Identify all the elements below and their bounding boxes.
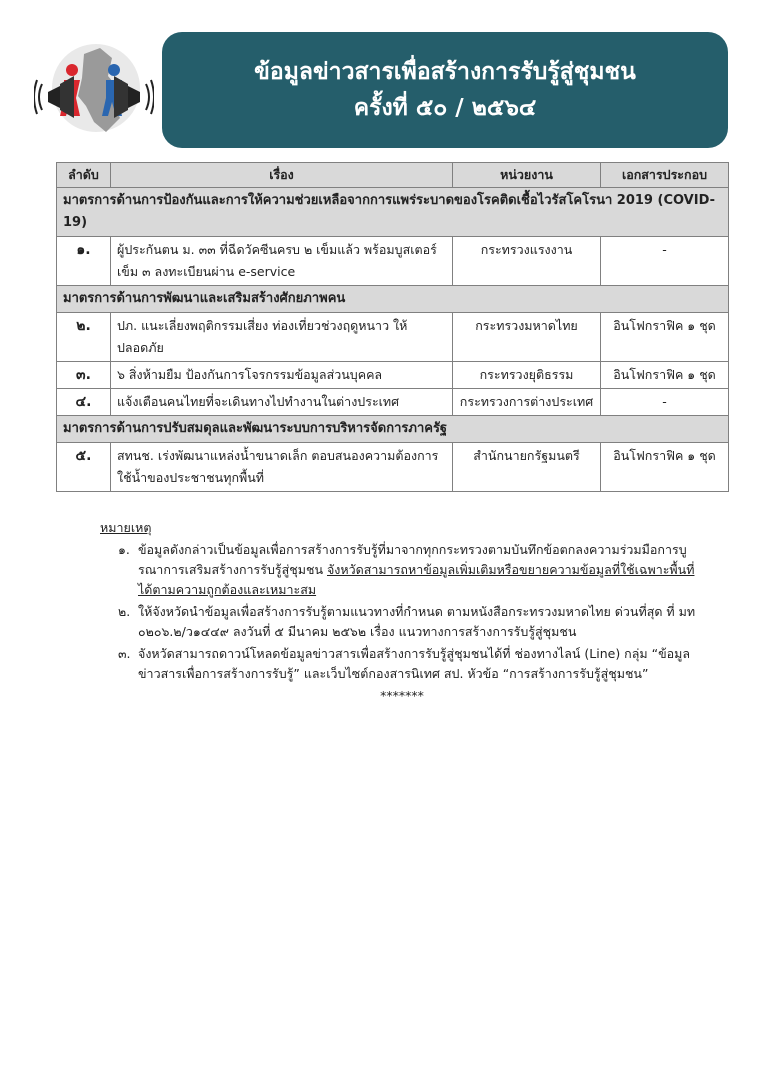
row-number: ๒. (57, 313, 111, 362)
table-header-row (57, 163, 729, 188)
row-topic: สทนช. เร่งพัฒนาแหล่งน้ำขนาดเล็ก ตอบสนองความต้องการ ใช้น้ำของประชาชนทุกพื้นที่ (111, 443, 453, 492)
table-row (57, 313, 729, 362)
row-number: ๓. (57, 362, 111, 389)
table-row (57, 237, 729, 286)
row-number: ๕. (57, 443, 111, 492)
notes-list (100, 540, 704, 684)
note-text: ข้อมูลดังกล่าวเป็นข้อมูลเพื่อการสร้างการรับรู้ที่มาจากทุกกระทรวงตามบันทึกข้อตกลงความร่วมมือการบูรณาการเสริมสร้างการรับรู้สู่ชุมชน (138, 542, 687, 577)
row-agency: กระทรวงยุติธรรม (453, 362, 601, 389)
row-topic: ผู้ประกันตน ม. ๓๓ ที่ฉีดวัคซีนครบ ๒ เข็มแล้ว พร้อมบูสเตอร์ เข็ม ๓ ลงทะเบียนผ่าน e-service (111, 237, 453, 286)
news-table (56, 162, 729, 492)
note-text: ให้จังหวัดนำข้อมูลเพื่อสร้างการรับรู้ตามแนวทางที่กำหนด ตามหนังสือกระทรวงมหาดไทย ด่วนที่สุด ที่ มท ๐๒๐๖.๒/ว๑๔๔๙ ลงวันที่ ๕ มีนาคม ๒๕๖๒ เรื่อง แนวทางการสร้างการรับรู้สู่ชุมชน (138, 604, 696, 639)
col-header-agency: หน่วยงาน (453, 163, 601, 188)
row-attachment: อินโฟกราฟิค ๑ ชุด (601, 313, 729, 362)
row-number: ๔. (57, 389, 111, 416)
note-number: ๒. (118, 604, 131, 619)
section-row (57, 416, 729, 443)
document-title: ข้อมูลข่าวสารเพื่อสร้างการรับรู้สู่ชุมชน (254, 59, 636, 85)
row-agency: สำนักนายกรัฐมนตรี (453, 443, 601, 492)
notes-header: หมายเหตุ (100, 520, 152, 535)
note-number: ๑. (118, 542, 130, 557)
row-number: ๑. (57, 237, 111, 286)
col-header-no: ลำดับ (57, 163, 111, 188)
table-row (57, 362, 729, 389)
row-topic: ปภ. แนะเลี่ยงพฤติกรรมเสี่ยง ท่องเที่ยวช่วงฤดูหนาว ให้ปลอดภัย (111, 313, 453, 362)
end-mark: ******* (380, 688, 424, 703)
note-item (100, 540, 704, 600)
row-agency: กระทรวงมหาดไทย (453, 313, 601, 362)
table-row (57, 389, 729, 416)
note-text: จังหวัดสามารถดาวน์โหลดข้อมูลข่าวสารเพื่อสร้างการรับรู้สู่ชุมชนได้ที่ ช่องทางไลน์ (Line) กลุ่ม “ข้อมูลข่าวสารเพื่อการสร้างการรับรู้” และเว็บไซต์กองสารนิเทศ สป. หัวข้อ “การสร้างการรับรู้สู่ชุมชน” (138, 646, 691, 681)
col-header-attachment: เอกสารประกอบ (601, 163, 729, 188)
title-banner (162, 32, 728, 148)
section-title: มาตรการด้านการพัฒนาและเสริมสร้างศักยภาพคน (57, 286, 729, 313)
notes-section (100, 518, 704, 706)
row-agency: กระทรวงการต่างประเทศ (453, 389, 601, 416)
section-row (57, 286, 729, 313)
note-item (100, 602, 704, 642)
section-row (57, 188, 729, 237)
row-topic: ๖ สิ่งห้ามยืม ป้องกันการโจรกรรมข้อมูลส่วนบุคคล (111, 362, 453, 389)
issue-number: ครั้งที่ ๕๐ / ๒๕๖๔ (353, 95, 537, 121)
table-row (57, 443, 729, 492)
note-number: ๓. (118, 646, 131, 661)
col-header-topic: เรื่อง (111, 163, 453, 188)
row-attachment: อินโฟกราฟิค ๑ ชุด (601, 362, 729, 389)
row-attachment: - (601, 237, 729, 286)
row-attachment: อินโฟกราฟิค ๑ ชุด (601, 443, 729, 492)
note-underlined-text: จังหวัดสามารถหาข้อมูลเพิ่มเติมหรือขยายความข้อมูลที่ใช้เฉพาะพื้นที่ได้ตามความถูกต้องและเหมาะสม (138, 562, 695, 597)
row-agency: กระทรวงแรงงาน (453, 237, 601, 286)
organization-logo (34, 36, 154, 146)
section-title: มาตรการด้านการปรับสมดุลและพัฒนาระบบการบริหารจัดการภาครัฐ (57, 416, 729, 443)
note-item (100, 644, 704, 684)
row-attachment: - (601, 389, 729, 416)
row-topic: แจ้งเตือนคนไทยที่จะเดินทางไปทำงานในต่างประเทศ (111, 389, 453, 416)
section-title: มาตรการด้านการป้องกันและการให้ความช่วยเหลือจากการแพร่ระบาดของโรคติดเชื้อไวรัสโคโรนา 2019 (COVID-19) (57, 188, 729, 237)
